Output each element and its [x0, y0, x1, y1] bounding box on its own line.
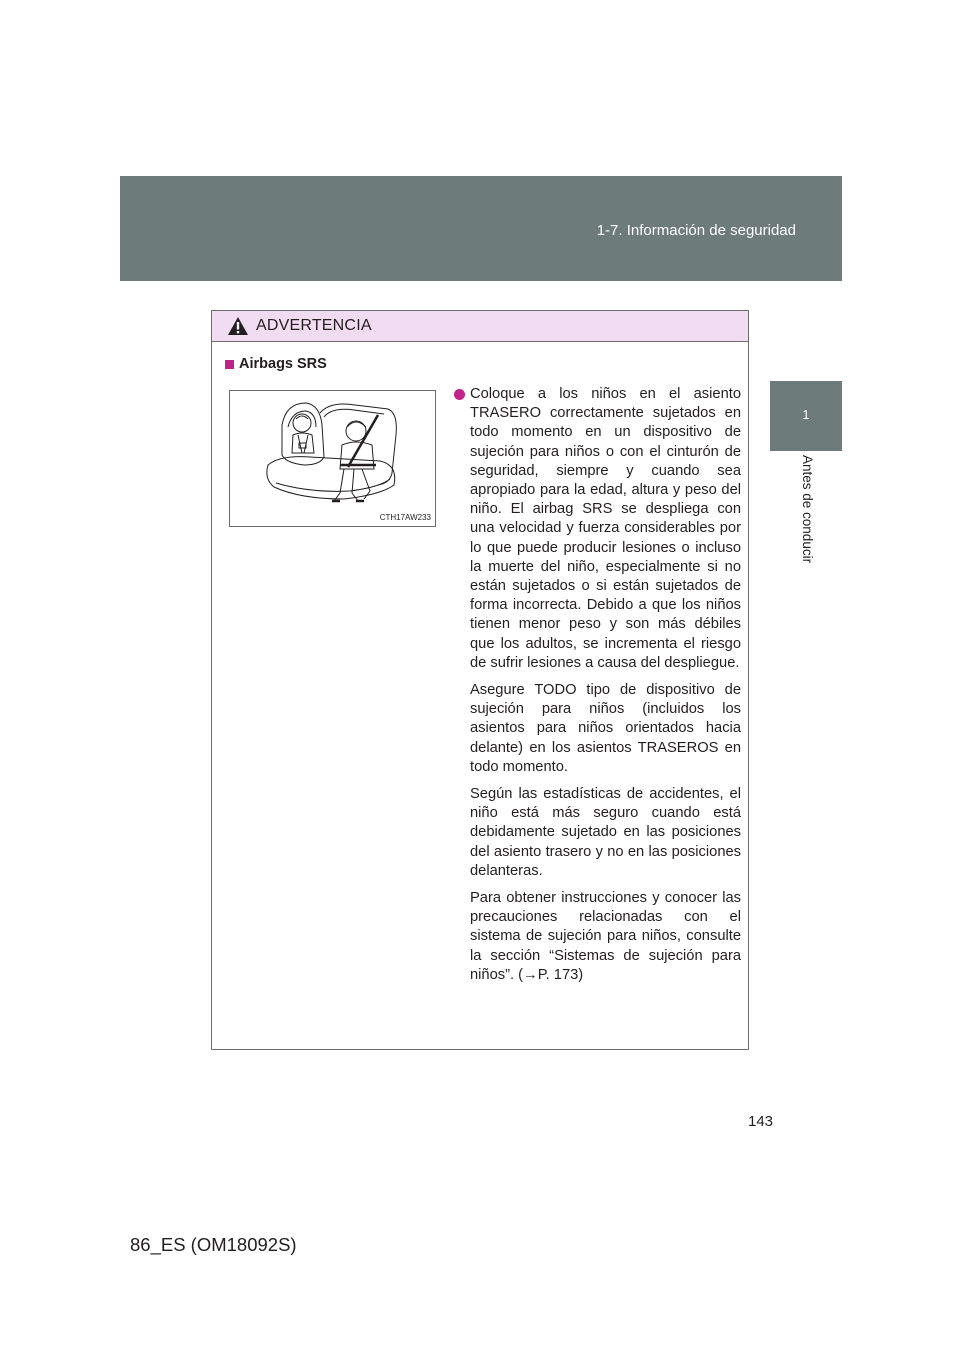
warning-bullet-block	[451, 385, 741, 993]
page-number: 143	[748, 1113, 774, 1130]
warning-paragraph: Coloque a los niños en el asiento TRASERO correctamente sujetados en todo momento en un dispositivo de sujeción para niños o con el cinturón de seguridad, siempre y cuando sea apropiado para la edad, altura y peso del niño. El airbag SRS se despliega con una velocidad y fuerza considerables por lo que puede producir lesiones o incluso la muerte del niño, especialmente si no están sujetados o si están sujetados de forma incorrecta. Debido a que los niños tienen menor peso y son más débiles que los adultos, se incrementa el riesgo de sufrir lesiones a causa del despliegue.	[470, 386, 741, 671]
round-bullet-icon	[454, 389, 465, 400]
warning-paragraph: Asegure TODO tipo de dispositivo de sujeción para niños (incluidos los asientos para niños orientados hacia delante) en los asientos TRASEROS en todo momento.	[470, 682, 741, 775]
warning-paragraph: Según las estadísticas de accidentes, el niño está más seguro cuando está debidamente sujetado en las posiciones del asiento trasero y no en las posiciones delanteras.	[470, 786, 741, 879]
warning-title: ADVERTENCIA	[256, 317, 372, 334]
subheading	[225, 356, 327, 372]
section-title: 1-7. Información de seguridad	[596, 222, 796, 239]
chapter-tab	[770, 381, 842, 451]
warning-triangle-icon	[228, 317, 248, 335]
subheading-label: Airbags SRS	[239, 356, 327, 372]
child-seat-illustration	[260, 395, 410, 515]
warning-paragraph: Para obtener instrucciones y conocer las precauciones relacionadas con el sistema de sujeción para niños, consulte la sección “Sistemas de sujeción para niños”. (→P. 173)	[470, 890, 741, 983]
header-band	[120, 176, 842, 281]
warning-header	[212, 311, 748, 342]
square-bullet-icon	[225, 360, 234, 369]
figure-code: CTH17AW233	[379, 513, 431, 522]
document-code: 86_ES (OM18092S)	[130, 1234, 297, 1255]
chapter-name: Antes de conducir	[800, 455, 815, 564]
illustration-frame	[229, 390, 436, 527]
warning-box	[211, 310, 749, 1050]
chapter-number: 1	[802, 407, 810, 422]
